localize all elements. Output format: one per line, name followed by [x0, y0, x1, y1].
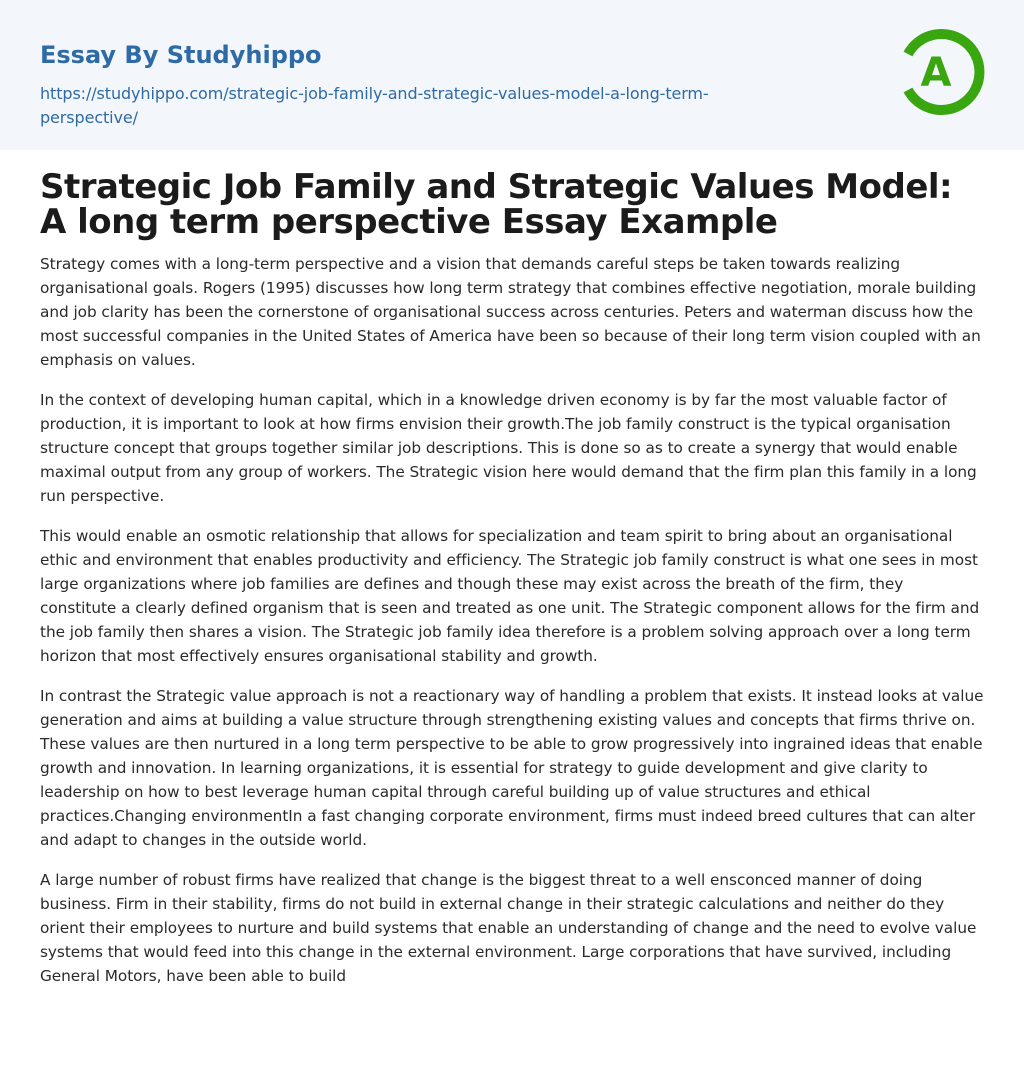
page-header — [0, 0, 1024, 150]
essay-content — [0, 150, 1024, 988]
essay-paragraph: In contrast the Strategic value approach is not a reactionary way of handling a problem that exists. It instead looks at value generation and aims at building a value structure through strengthening existing values and concepts that firms thrive on. These values are then nurtured in a long term perspective to be able to grow progressively into ingrained ideas that enable growth and innovation. In learning organizations, it is essential for strategy to guide development and give clarity to leadership on how to best leverage human capital through careful building up of value structures and ethical practices.Changing environmentIn a fast changing corporate environment, firms must indeed breed cultures that can alter and adapt to changes in the outside world. — [40, 687, 984, 849]
essay-title: Strategic Job Family and Strategic Values Model: A long term perspective Essay Example — [40, 167, 953, 242]
essay-paragraph: A large number of robust firms have realized that change is the biggest threat to a well ensconced manner of doing business. Firm in their stability, firms do not build in external change in their strategic calculations and neither do they orient their employees to nurture and build systems that enable an understanding of change and the need to evolve value systems that would feed into this change in the external environment. Large corporations that have survived, including General Motors, have been able to build — [40, 871, 977, 985]
studyhippo-logo-icon[interactable] — [898, 28, 986, 116]
essay-paragraph: This would enable an osmotic relationship that allows for specialization and team spirit to bring about an organisational ethic and environment that enables productivity and efficiency. The Strategic job family construct is what one sees in most large organizations where job families are defines and though these may exist across the breath of the firm, they constitute a clearly defined organism that is seen and treated as one unit. The Strategic component allows for the firm and the job family then shares a vision. The Strategic job family idea therefore is a problem solving approach over a long term horizon that most effectively ensures organisational stability and growth. — [40, 527, 980, 665]
logo-letter: A — [920, 50, 952, 96]
source-url-link[interactable]: https://studyhippo.com/strategic-job-family-and-strategic-values-model-a-long-term-perspective/ — [40, 84, 709, 127]
essay-paragraph: Strategy comes with a long-term perspective and a vision that demands careful steps be taken towards realizing organisational goals. Rogers (1995) discusses how long term strategy that combines effective negotiation, morale building and job clarity has been the cornerstone of organisational success across centuries. Peters and waterman discuss how the most successful companies in the United States of America have been so because of their long term vision coupled with an emphasis on values. — [40, 255, 981, 369]
site-title: Essay By Studyhippo — [40, 41, 322, 69]
essay-paragraph: In the context of developing human capital, which in a knowledge driven economy is by far the most valuable factor of production, it is important to look at how firms envision their growth.The job family construct is the typical organisation structure concept that groups together similar job descriptions. This is done so as to create a synergy that would enable maximal output from any group of workers. The Strategic vision here would demand that the firm plan this family in a long run perspective. — [40, 391, 977, 505]
